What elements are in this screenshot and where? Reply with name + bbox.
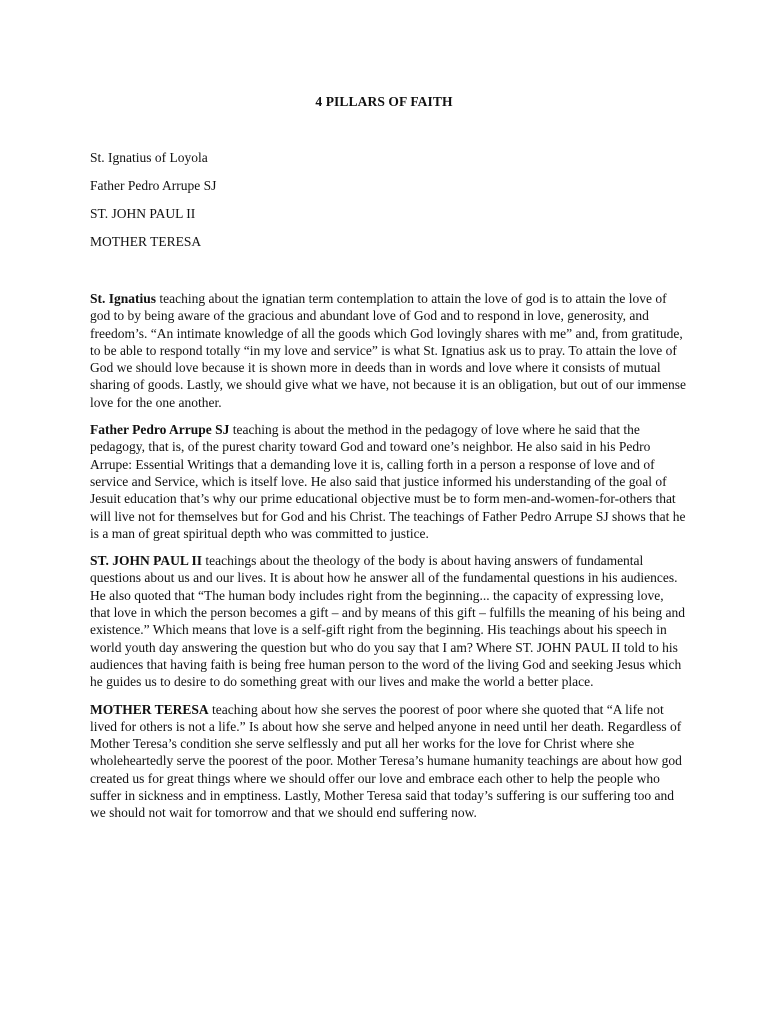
pillar-item-ignatius: St. Ignatius of Loyola: [90, 150, 208, 165]
document-title: 4 PILLARS OF FAITH: [315, 94, 453, 109]
paragraph-john-paul: [90, 552, 686, 690]
paragraph-lead: Father Pedro Arrupe SJ: [90, 422, 230, 438]
paragraph-body: teaching about how she serves the poorest of poor where she quoted that “A life not lived for others is not a life.” Is about how she serve and helped anyone in need until her death. Regardless of Mother Teresa’s condition she serve selflessly and put all her works for the love for Christ where she wholeheartedly serve the poorest of the poor. Mother Teresa’s humane humanity teachings are about how god created us for great things where we should offer our love and embrace each other to help the people who suffer in sickness and in emptiness. Lastly, Mother Teresa said that today’s suffering is our suffering too and we should not wait for tomorrow and that we should end suffering now.: [90, 701, 682, 821]
pillar-item-arrupe: Father Pedro Arrupe SJ: [90, 178, 217, 193]
paragraph-lead: ST. JOHN PAUL II: [90, 553, 203, 569]
pillar-list: [90, 150, 216, 262]
pillar-item-teresa: MOTHER TERESA: [90, 234, 202, 249]
paragraph-lead: St. Ignatius: [90, 291, 157, 306]
paragraph-arrupe: [90, 421, 686, 542]
pillar-item-john-paul: ST. JOHN PAUL II: [90, 206, 196, 221]
paragraph-ignatius: [90, 290, 686, 411]
paragraph-body: teachings about the theology of the body is about having answers of fundamental questions about us and our lives. It is about how he answer all of the fundamental questions in his audiences. He also quoted that “The human body includes right from the beginning... the capacity of expressing love, that love in which the person becomes a gift – and by means of this gift – fulfills the meaning of his being and existence.” Which means that love is a self-gift right from the beginning. His teachings about his speech in world youth day answering the question but who do you say that I am? Where ST. JOHN PAUL II told to his audiences that having faith is being free human person to the word of the living God and seeking Jesus which he guides us to desire to do something great with our lives and make the world a better place.: [90, 553, 685, 690]
body-text: [90, 290, 686, 832]
paragraph-lead: MOTHER TERESA: [90, 701, 209, 717]
paragraph-body: teaching is about the method in the pedagogy of love where he said that the pedagogy, that is, of the purest charity toward God and toward one’s neighbor. He also said in his Pedro Arrupe: Essential Writings that a demanding love it is, calling forth in a person a response of love and of service and Service, which is itself love. He also said that justice informed his understanding of the goal of Jesuit education that’s why our prime educational objective must be to form men-and-women-for-others that will live not for themselves but for God and his Christ. The teachings of Father Pedro Arrupe SJ shows that he is a man of great spiritual depth who was committed to justice.: [90, 422, 686, 541]
paragraph-body: teaching about the ignatian term contemplation to attain the love of god is to attain the love of god to by being aware of the gracious and abundant love of God and to respond in love, generosity, and freedom’s. “An intimate knowledge of all the goods which God lovingly shares with me” and, from gratitude, to be able to respond totally “in my love and service” is what St. Ignatius ask us to pray. To attain the love of God we should love because it is shown more in deeds than in words and love where it consists of mutual sharing of goods. Lastly, we should give what we have, not because it is an obligation, but out of our immense love for the one another.: [90, 291, 687, 410]
paragraph-teresa: [90, 701, 686, 822]
